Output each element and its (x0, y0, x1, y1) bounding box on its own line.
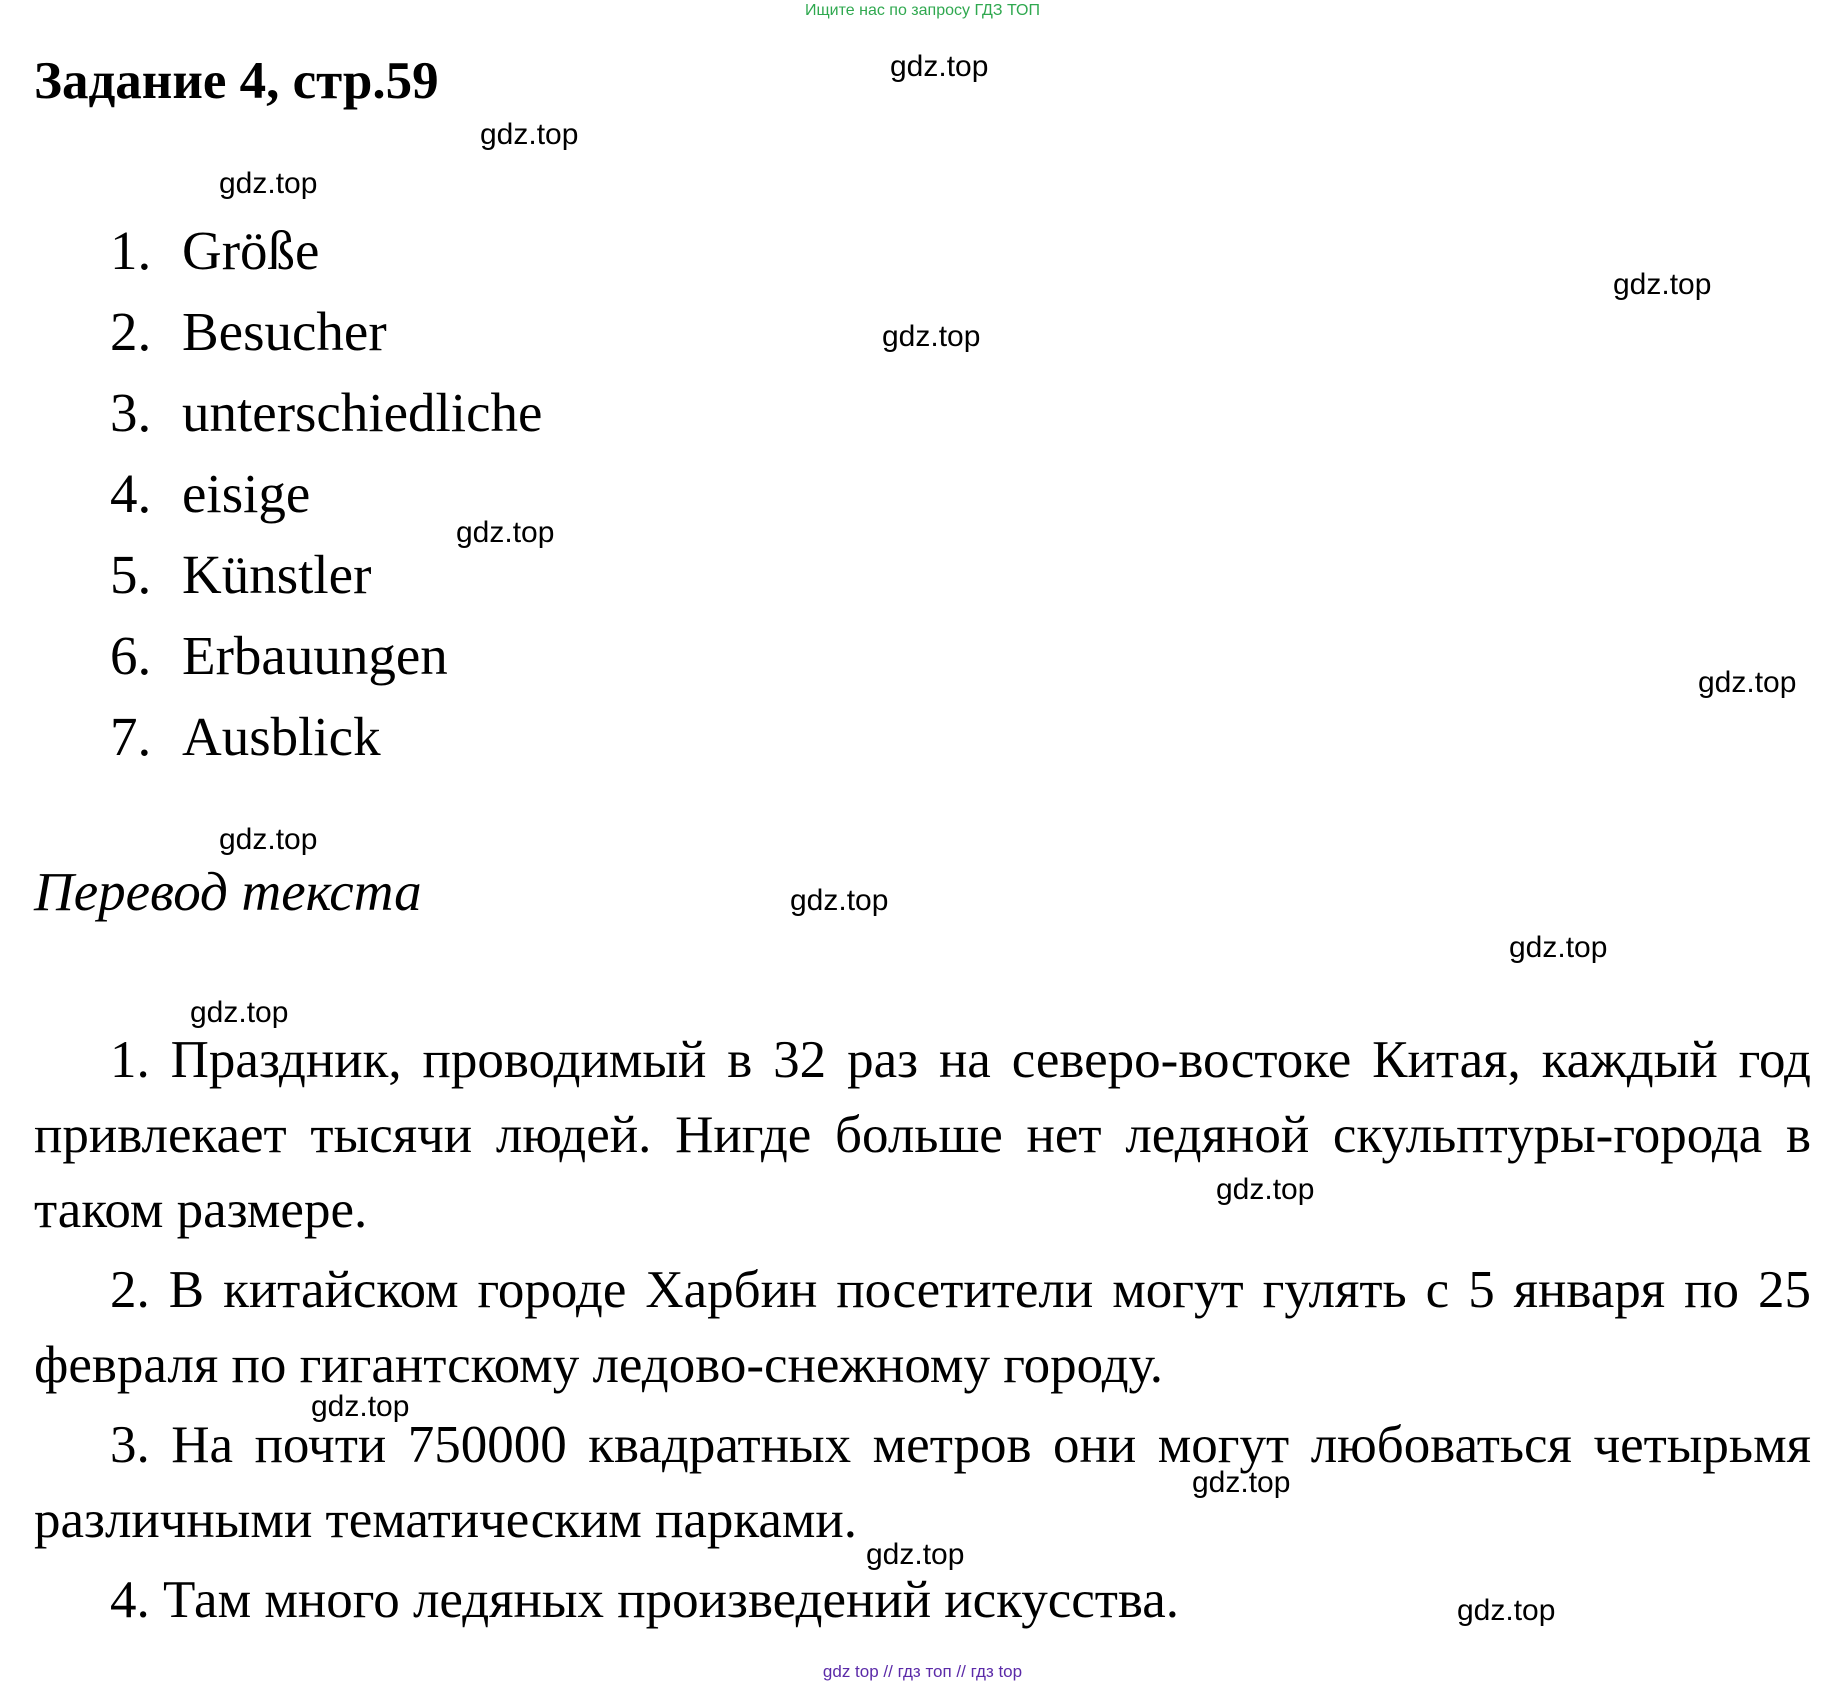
item-word: Künstler (182, 544, 372, 605)
item-word: unterschiedliche (182, 382, 543, 443)
watermark: gdz.top (1457, 1594, 1556, 1627)
watermark: gdz.top (311, 1390, 410, 1423)
item-number: 5. (110, 544, 152, 605)
bottom-banner: gdz top // гдз топ // гдз top (822, 1662, 1023, 1681)
list-item (110, 615, 542, 696)
item-number: 6. (110, 625, 152, 686)
watermark: gdz.top (1698, 666, 1797, 699)
item-number: 4. (110, 463, 152, 524)
section-title: Перевод текста (34, 861, 422, 922)
watermark: gdz.top (480, 118, 579, 151)
answer-word-list (110, 210, 542, 777)
item-word: eisige (182, 463, 311, 524)
watermark: gdz.top (1192, 1466, 1291, 1499)
watermark: gdz.top (219, 823, 318, 856)
item-word: Ausblick (182, 706, 381, 767)
list-item (110, 291, 542, 372)
watermark: gdz.top (456, 516, 555, 549)
watermark: gdz.top (866, 1538, 965, 1571)
item-number: 1. (110, 220, 152, 281)
list-item (110, 210, 542, 291)
item-number: 2. (110, 301, 152, 362)
translation-paragraph: 3. На почти 750000 квадратных метров они могут любоваться четырьмя различными тематическим парками. (34, 1416, 1811, 1549)
item-number: 7. (110, 706, 152, 767)
item-word: Größe (182, 220, 320, 281)
translation-paragraph: 2. В китайском городе Харбин посетители могут гулять с 5 января по 25 февраля по гигантскому ледово-снежному городу. (34, 1261, 1811, 1394)
watermark: gdz.top (1216, 1173, 1315, 1206)
item-number: 3. (110, 382, 152, 443)
item-word: Besucher (182, 301, 387, 362)
translation-paragraph: 1. Праздник, проводимый в 32 раз на северо-востоке Китая, каждый год привлекает тысячи людей. Нигде больше нет ледяной скульптуры-города в таком размере. (34, 1031, 1811, 1239)
item-word: Erbauungen (182, 625, 448, 686)
top-banner: Ищите нас по запросу ГДЗ ТОП (805, 2, 1040, 19)
list-item (110, 372, 542, 453)
watermark: gdz.top (882, 320, 981, 353)
watermark: gdz.top (1509, 931, 1608, 964)
watermark: gdz.top (790, 884, 889, 917)
list-item (110, 696, 542, 777)
watermark: gdz.top (890, 50, 989, 83)
watermark: gdz.top (190, 996, 289, 1029)
page-title: Задание 4, стр.59 (34, 52, 439, 110)
watermark: gdz.top (219, 167, 318, 200)
translation-paragraph: 4. Там много ледяных произведений искусства. (110, 1571, 1180, 1629)
watermark: gdz.top (1613, 268, 1712, 301)
